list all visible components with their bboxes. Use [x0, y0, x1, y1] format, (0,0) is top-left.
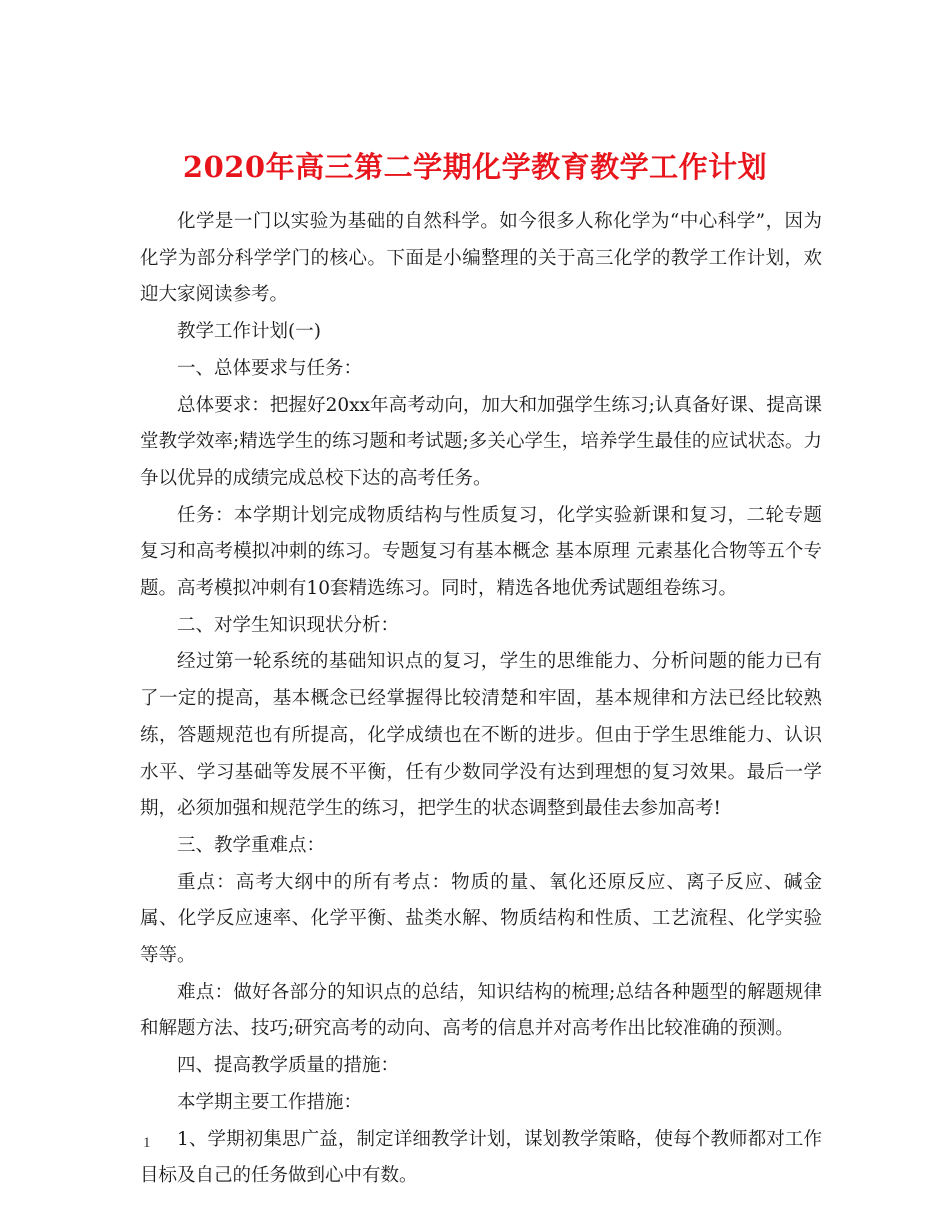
document-body — [140, 204, 822, 1195]
document-title: 2020年高三第二学期化学教育教学工作计划 — [182, 150, 768, 185]
paragraph-tasks: 任务：本学期计划完成物质结构与性质复习，化学实验新课和复习，二轮专题复习和高考模拟冲刺的练习。专题复习有基本概念 基本原理 元素基化合物等五个专题。高考模拟冲刺有10套精选练习。同时，精选各地优秀试题组卷练习。 — [140, 504, 822, 600]
paragraph-overall-requirements: 总体要求：把握好20xx年高考动向，加大和加强学生练习;认真备好课、提高课堂教学效率;精选学生的练习题和考试题;多关心学生，培养学生最佳的应试状态。力争以优异的成绩完成总校下达的高考任务。 — [140, 394, 822, 489]
paragraph-key-points: 重点：高考大纲中的所有考点：物质的量、氧化还原反应、离子反应、碱金属、化学反应速率、化学平衡、盐类水解、物质结构和性质、工艺流程、化学实验等等。 — [140, 871, 822, 967]
section-heading-key-difficulties: 三、教学重难点： — [177, 834, 326, 856]
paragraph-difficulties: 难点：做好各部分的知识点的总结，知识结构的梳理;总结各种题型的解题规律和解题方法、技巧;研究高考的动向、高考的信息并对高考作出比较准确的预测。 — [140, 981, 822, 1040]
section-heading-requirements: 一、总体要求与任务： — [177, 357, 363, 379]
paragraph-main-measures: 本学期主要工作措施： — [177, 1091, 363, 1113]
section-heading-plan-one: 教学工作计划(一) — [177, 321, 321, 343]
section-heading-measures: 四、提高教学质量的措施： — [177, 1055, 400, 1077]
paragraph-student-analysis: 经过第一轮系统的基础知识点的复习，学生的思维能力、分析问题的能力已有了一定的提高，基本概念已经掌握得比较清楚和牢固，基本规律和方法已经比较熟练，答题规范也有所提高，化学成绩也在不断的进步。但由于学生思维能力、认识水平、学习基础等发展不平衡，任有少数同学没有达到理想的复习效果。最后一学期，必须加强和规范学生的练习，把学生的状态调整到最佳去参加高考! — [140, 651, 822, 820]
page-number: 1 — [143, 1135, 151, 1151]
paragraph-measure-one: 1、学期初集思广益，制定详细教学计划，谋划教学策略，使每个教师都对工作目标及自己的任务做到心中有数。 — [140, 1128, 822, 1187]
section-heading-student-analysis: 二、对学生知识现状分析： — [177, 614, 400, 636]
intro-paragraph: 化学是一门以实验为基础的自然科学。如今很多人称化学为“中心科学”，因为化学为部分科学学门的核心。下面是小编整理的关于高三化学的教学工作计划，欢迎大家阅读参考。 — [140, 211, 822, 306]
